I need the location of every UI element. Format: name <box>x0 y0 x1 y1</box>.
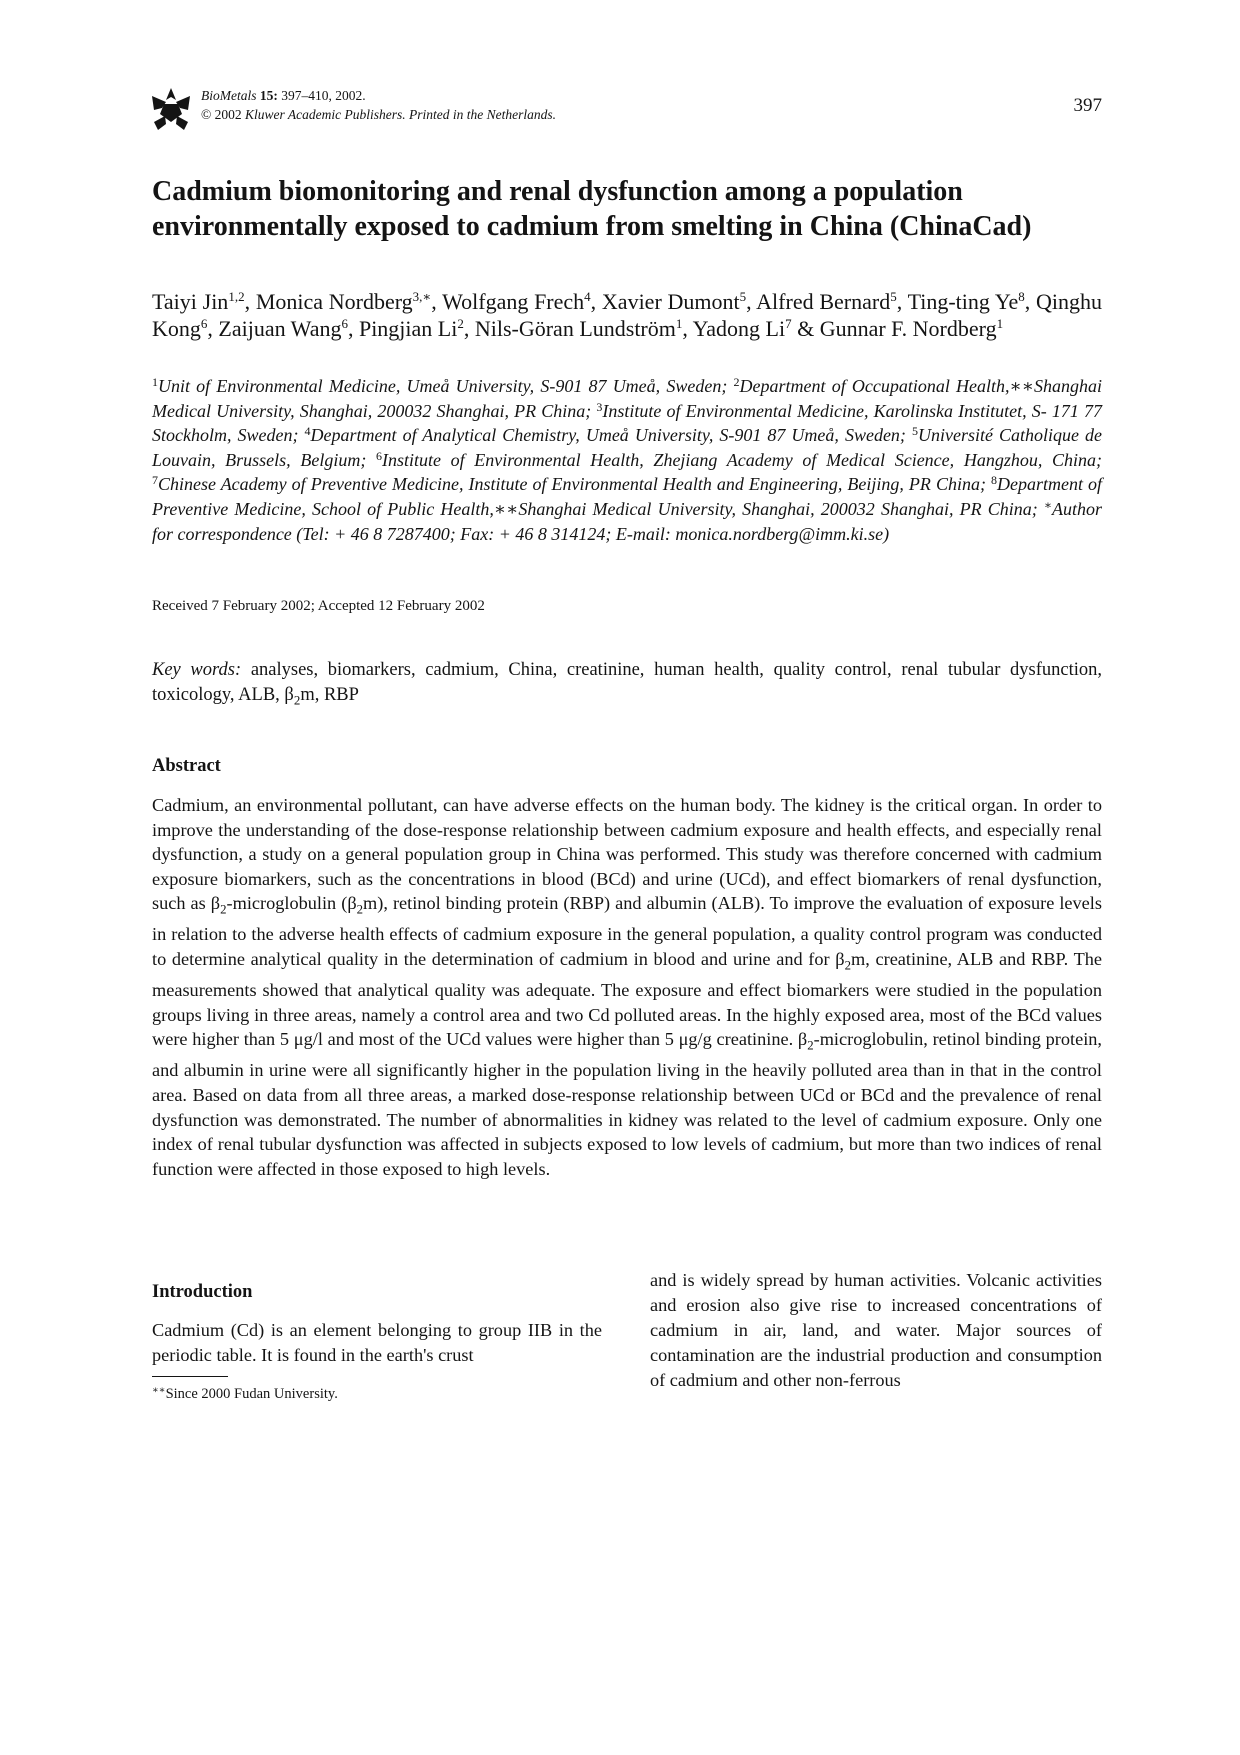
author-name: Monica Nordberg <box>255 289 413 314</box>
affiliation-marker: 6 <box>375 448 382 463</box>
copyright-line <box>201 105 556 124</box>
author-name: Xavier Dumont <box>601 289 740 314</box>
affiliation-marker: 7 <box>152 473 158 488</box>
affiliation-marker: 1 <box>152 375 158 389</box>
author-name: Alfred Bernard <box>756 289 891 314</box>
article-title: Cadmium biomonitoring and renal dysfunction among a population environmentally exposed to cadmium from smelting in China (ChinaCad) <box>152 176 1032 242</box>
author-affiliation-marker: 6 <box>341 316 348 331</box>
author-name: Qinghu Kong <box>152 289 1103 341</box>
affiliation-text: Institute of Environmental Health, Zhejiang Academy of Medical Science, Hangzhou, China; <box>381 449 1102 470</box>
author-affiliation-marker: 6 <box>200 316 208 331</box>
page-number: 397 <box>1073 95 1102 116</box>
received-dates: Received 7 February 2002; Accepted 12 February 2002 <box>152 598 485 614</box>
author-name: Ting-ting Ye <box>907 289 1019 314</box>
affiliation-text: Department of Analytical Chemistry, Umeå University, S-901 87 Umeå, Sweden; <box>310 425 906 446</box>
keywords <box>152 658 1102 713</box>
affiliation-text: Department of Occupational Health,∗∗Shanghai Medical University, Shanghai, 200032 Shanghai, PR China; <box>152 376 1102 421</box>
author-affiliation-marker: 1,2 <box>228 289 245 304</box>
affiliation-marker: 4 <box>304 424 311 439</box>
author-name: Zaijuan Wang <box>218 316 342 341</box>
introduction-left-column: Cadmium (Cd) is an element belonging to group IIB in the periodic table. It is found in the earth's crust <box>152 1320 602 1365</box>
affiliation-text: Institute of Environmental Medicine, Karolinska Institutet, S- 171 77 Stockholm, Sweden; <box>152 400 1102 446</box>
author-list: Taiyi Jin$^{1,2}$, Monica Nordberg$^{3,∗}$, Wolfgang Frech$^4$, Xavier Dumont$^5$, Alfred Bernard$^5$, Ting-ting Ye$^8$, Qinghu Kong$^6$, Zaijuan Wang$^6$, Pingjian Li$^2$, Nils-Göran Lundström$^1$, Yadong Li$^7$ & Gunnar F. Nordberg$^1$ <box>152 289 1103 341</box>
affiliation-marker: 2 <box>733 375 740 389</box>
author-name: Taiyi Jin <box>152 289 229 314</box>
author-affiliation-marker: 1 <box>675 316 683 331</box>
author-name: Gunnar F. Nordberg <box>819 316 997 341</box>
author-affiliation-marker: 7 <box>785 316 792 331</box>
author-affiliation-marker: 4 <box>584 289 591 304</box>
journal-citation <box>201 86 556 124</box>
author-name: Nils-Göran Lundström <box>474 316 676 341</box>
affiliation-text: Department of Preventive Medicine, School of Public Health,∗∗Shanghai Medical University, Shanghai, 200032 Shanghai, PR China; <box>152 474 1102 519</box>
affiliation-list <box>152 374 1102 546</box>
affiliation-text: Université Catholique de Louvain, Brussels, Belgium; <box>152 425 1103 470</box>
printed-location: Printed in the Netherlands. <box>409 107 556 122</box>
affiliation-marker: 8 <box>990 473 997 488</box>
author-name: Wolfgang Frech <box>442 289 585 314</box>
copyright-symbol: © <box>201 107 212 122</box>
affiliation-marker: 5 <box>911 424 918 439</box>
affiliation-text: Author for correspondence (Tel: + 46 8 7287400; Fax: + 46 8 314124; E-mail: monica.nordberg@imm.ki.se) <box>152 498 1103 544</box>
footnote-text: Since 2000 Fudan University. <box>165 1386 338 1402</box>
abstract-heading: Abstract <box>152 756 221 776</box>
footnote <box>152 1386 338 1403</box>
publisher-name: Kluwer Academic Publishers. <box>245 107 406 122</box>
affiliation-marker: 3 <box>596 399 603 414</box>
affiliation-marker: ∗ <box>1043 497 1052 512</box>
author-affiliation-marker: 2 <box>457 316 464 331</box>
keywords-text: analyses, biomarkers, cadmium, China, creatinine, human health, quality control, renal tubular dysfunction, toxicology, ALB, $\beta_2m$, RBP <box>152 660 1102 708</box>
publisher-logo-icon <box>152 88 190 132</box>
author-affiliation-marker: 5 <box>890 289 897 304</box>
author-name: Pingjian Li <box>358 316 458 341</box>
copyright-year: 2002 <box>214 107 242 122</box>
author-affiliation-marker: 8 <box>1018 289 1025 304</box>
author-name: Yadong Li <box>692 316 786 341</box>
author-affiliation-marker: 3,∗ <box>412 289 432 304</box>
keywords-label: Key words: <box>152 660 242 680</box>
affiliation-text: Chinese Academy of Preventive Medicine, Institute of Environmental Health and Engineering, Beijing, PR China; <box>158 474 986 495</box>
journal-line <box>201 86 556 105</box>
footnote-divider <box>152 1376 228 1377</box>
running-header <box>152 86 1102 136</box>
introduction-heading: Introduction <box>152 1282 253 1302</box>
journal-pages: 397–410, 2002. <box>281 88 366 103</box>
journal-volume: 15: <box>259 88 278 103</box>
footnote-marker: ∗∗ <box>152 1385 166 1396</box>
introduction-right-column: and is widely spread by human activities. Volcanic activities and erosion also give rise to increased concentrations of cadmium in air, land, and water. Major sources of contamination are the industrial production and consumption of cadmium and other non-ferrous <box>650 1270 1102 1390</box>
journal-name: BioMetals <box>201 88 257 103</box>
author-affiliation-marker: 5 <box>739 289 747 304</box>
author-affiliation-marker: 1 <box>996 316 1004 331</box>
affiliation-text: Unit of Environmental Medicine, Umeå University, S-901 87 Umeå, Sweden; <box>158 376 728 396</box>
abstract-body: Cadmium, an environmental pollutant, can have adverse effects on the human body. The kidney is the critical organ. In order to improve the understanding of the dose-response relationship between cadmium exposure and health effects, and especially renal dysfunction, a study on a general population group in China was performed. This study was therefore concerned with cadmium exposure biomarkers, such as the concentrations in blood (BCd) and urine (UCd), and effect biomarkers of renal dysfunction, such as $\beta_2$-microglobulin $(\beta_2m)$, retinol binding protein (RBP) and albumin (ALB). To improve the evaluation of exposure levels in relation to the adverse health effects of cadmium exposure in the general population, a quality control program was conducted to determine analytical quality in the determination of cadmium in blood and urine and for $\beta_2m$, creatinine, ALB and RBP. The measurements showed that analytical quality was adequate. The exposure and effect biomarkers were studied in the population groups living in three areas, namely a control area and two Cd polluted areas. In the highly exposed area, most of the BCd values were higher than 5 μg/l and most of the UCd values were higher than 5 μg/g creatinine. $\beta_2$-microglobulin, retinol binding protein, and albumin in urine were all significantly higher in the population living in the heavily polluted area than in that in the control area. Based on data from all three areas, a marked dose-response relationship between UCd or BCd and the prevalence of renal dysfunction was demonstrated. The number of abnormalities in kidney was related to the level of cadmium exposure. Only one index of renal tubular dysfunction was affected in subjects exposed to low levels of cadmium, but more than two indices of renal function were affected in those exposed to high levels. <box>152 795 1103 1179</box>
